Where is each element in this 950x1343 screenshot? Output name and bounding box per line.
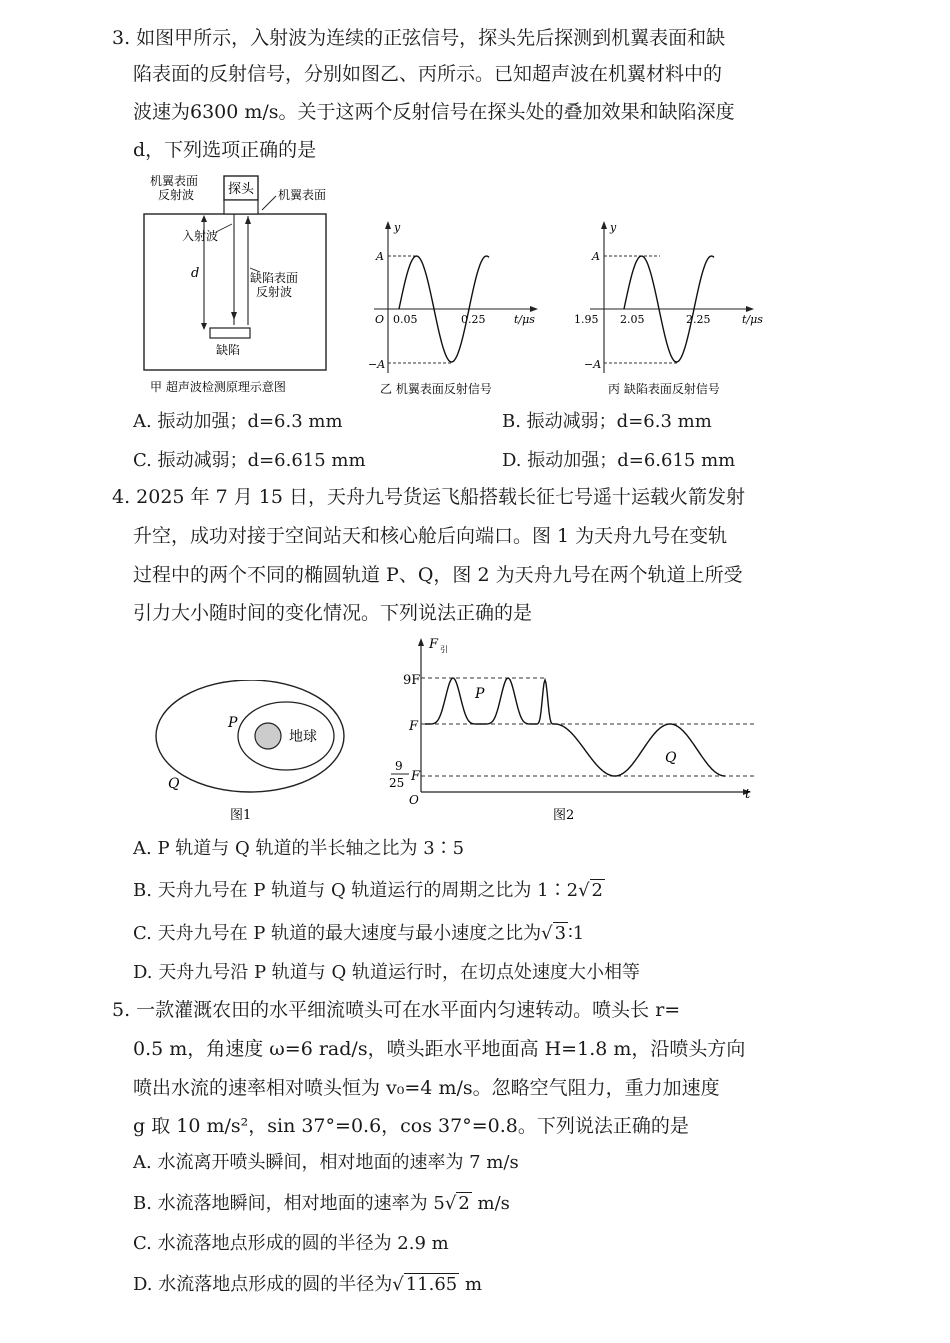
c-A-label: A bbox=[592, 250, 600, 263]
q5-option-b-tail: m/s bbox=[471, 1193, 510, 1214]
q4-option-c-tail: ∶1 bbox=[568, 923, 585, 944]
q5-option-d[interactable] bbox=[133, 1274, 482, 1296]
depth-d-label: d bbox=[191, 266, 200, 281]
c-t0-label: 1.95 bbox=[574, 313, 599, 326]
q4-figure-2 bbox=[385, 632, 770, 827]
q5-option-a[interactable]: A. 水流离开喷头瞬间，相对地面的速率为 7 m/s bbox=[133, 1152, 519, 1173]
sqrt-icon: √ bbox=[392, 1274, 404, 1295]
q5-option-d-radicand: 11.65 bbox=[405, 1274, 458, 1295]
fig2-O-label: O bbox=[409, 793, 419, 807]
q5-option-b-radicand: 2 bbox=[458, 1193, 470, 1214]
figure-c-caption: 丙 缺陷表面反射信号 bbox=[608, 382, 720, 396]
defect-reflect-label-1: 缺陷表面 bbox=[250, 271, 299, 285]
fig2-F-sub-label: 引 bbox=[440, 645, 448, 654]
b-t-label: t/μs bbox=[514, 313, 535, 326]
b-y-label: y bbox=[394, 221, 401, 234]
q3-option-d[interactable]: D. 振动加强；d=6.615 mm bbox=[502, 450, 736, 471]
defect-reflect-label-2: 反射波 bbox=[256, 285, 293, 299]
q4-option-b-radicand: 2 bbox=[591, 880, 603, 901]
q3-option-c[interactable]: C. 振动减弱；d=6.615 mm bbox=[133, 450, 366, 471]
fig2-frac-F: F bbox=[411, 769, 421, 784]
b-A-label: A bbox=[376, 250, 384, 263]
c-y-label: y bbox=[610, 221, 617, 234]
q5-line-4: g 取 10 m/s²，sin 37°=0.6，cos 37°=0.8。下列说法正确的是 bbox=[133, 1115, 689, 1137]
earth-label: 地球 bbox=[289, 729, 317, 745]
q4-line-4: 引力大小随时间的变化情况。下列说法正确的是 bbox=[133, 602, 533, 624]
fig2-frac-den: 25 bbox=[389, 776, 405, 790]
q4-line-2: 升空，成功对接于空间站天和核心舱后向端口。图 1 为天舟九号在变轨 bbox=[133, 525, 728, 547]
fig1-caption: 图1 bbox=[230, 808, 252, 823]
fig2-caption: 图2 bbox=[553, 808, 575, 823]
q4-option-c-text: C. 天舟九号在 P 轨道的最大速度与最小速度之比为 bbox=[133, 923, 542, 944]
c-t-label: t/μs bbox=[742, 313, 763, 326]
q4-option-c-radicand: 3 bbox=[554, 923, 567, 944]
q3-figure-c bbox=[568, 215, 768, 400]
q5-line-3: 喷出水流的速率相对喷头恒为 v₀=4 m/s。忽略空气阻力，重力加速度 bbox=[133, 1077, 720, 1099]
fig2-P-label: P bbox=[475, 686, 485, 702]
q3-line-3: 波速为6300 m/s。关于这两个反射信号在探头处的叠加效果和缺陷深度 bbox=[133, 101, 735, 123]
b-t2-label: 0.25 bbox=[461, 313, 486, 326]
probe-label: 探头 bbox=[227, 182, 255, 197]
q4-option-d[interactable]: D. 天舟九号沿 P 轨道与 Q 轨道运行时，在切点处速度大小相等 bbox=[133, 962, 640, 983]
q5-option-d-tail: m bbox=[459, 1274, 483, 1295]
q5-option-d-text: D. 水流落地点形成的圆的半径为 bbox=[133, 1274, 393, 1295]
fig2-9F-label: 9F bbox=[403, 673, 421, 688]
q3-figure-b bbox=[364, 215, 549, 400]
sqrt-icon: √ bbox=[578, 880, 590, 901]
q3-line-4: d，下列选项正确的是 bbox=[133, 139, 317, 161]
b-negA-label: −A bbox=[368, 358, 386, 371]
q5-option-c[interactable]: C. 水流落地点形成的圆的半径为 2.9 m bbox=[133, 1233, 449, 1254]
b-O-label: O bbox=[375, 313, 385, 326]
q4-line-1: 4. 2025 年 7 月 15 日，天舟九号货运飞船搭载长征七号遥十运载火箭发射 bbox=[112, 486, 745, 508]
q3-option-a[interactable]: A. 振动加强；d=6.3 mm bbox=[133, 411, 343, 432]
sqrt-icon: √ bbox=[444, 1193, 457, 1214]
fig2-frac-num: 9 bbox=[395, 759, 403, 773]
q4-line-3: 过程中的两个不同的椭圆轨道 P、Q，图 2 为天舟九号在两个轨道上所受 bbox=[133, 564, 743, 586]
defect-label: 缺陷 bbox=[216, 343, 241, 357]
fig2-t-label: t bbox=[745, 787, 751, 802]
q3-line-1: 3. 如图甲所示，入射波为连续的正弦信号，探头先后探测到机翼表面和缺 bbox=[112, 27, 726, 49]
c-t2-label: 2.25 bbox=[686, 313, 711, 326]
c-negA-label: −A bbox=[584, 358, 602, 371]
q4-option-a[interactable]: A. P 轨道与 Q 轨道的半长轴之比为 3∶5 bbox=[133, 838, 465, 859]
q5-line-1: 5. 一款灌溉农田的水平细流喷头可在水平面内匀速转动。喷头长 r= bbox=[112, 999, 681, 1021]
q4-figure-1 bbox=[148, 680, 348, 825]
c-t1-label: 2.05 bbox=[620, 313, 645, 326]
surface-reflect-label-2: 反射波 bbox=[158, 188, 195, 202]
fig1-Q-label: Q bbox=[168, 776, 180, 792]
wing-surface-label: 机翼表面 bbox=[278, 188, 327, 202]
q3-line-2: 陷表面的反射信号，分别如图乙、丙所示。已知超声波在机翼材料中的 bbox=[133, 63, 723, 85]
q5-line-2: 0.5 m，角速度 ω=6 rad/s，喷头距水平地面高 H=1.8 m，沿喷头方向 bbox=[133, 1038, 746, 1060]
fig2-F-axis-label: F bbox=[429, 637, 439, 652]
fig2-force-curve bbox=[425, 678, 725, 776]
q3-option-b[interactable]: B. 振动减弱；d=6.3 mm bbox=[502, 411, 712, 432]
q3-figure-a bbox=[138, 170, 338, 400]
q5-option-b[interactable] bbox=[133, 1193, 510, 1215]
fig2-F-label: F bbox=[409, 719, 419, 734]
q5-option-b-text: B. 水流落地瞬间，相对地面的速率为 5 bbox=[133, 1193, 445, 1214]
b-t1-label: 0.05 bbox=[393, 313, 418, 326]
q4-option-b[interactable] bbox=[133, 880, 605, 902]
figure-a-caption: 甲 超声波检测原理示意图 bbox=[150, 380, 286, 394]
surface-reflect-label-1: 机翼表面 bbox=[150, 174, 199, 188]
q4-option-b-text: B. 天舟九号在 P 轨道与 Q 轨道运行的周期之比为 1∶2 bbox=[133, 880, 579, 901]
sqrt-icon: √ bbox=[541, 923, 553, 944]
figure-b-caption: 乙 机翼表面反射信号 bbox=[380, 382, 492, 396]
incident-wave-label: 入射波 bbox=[182, 229, 219, 243]
q4-option-c[interactable] bbox=[133, 923, 584, 945]
fig1-P-label: P bbox=[228, 715, 238, 731]
fig2-Q-label: Q bbox=[665, 750, 677, 766]
